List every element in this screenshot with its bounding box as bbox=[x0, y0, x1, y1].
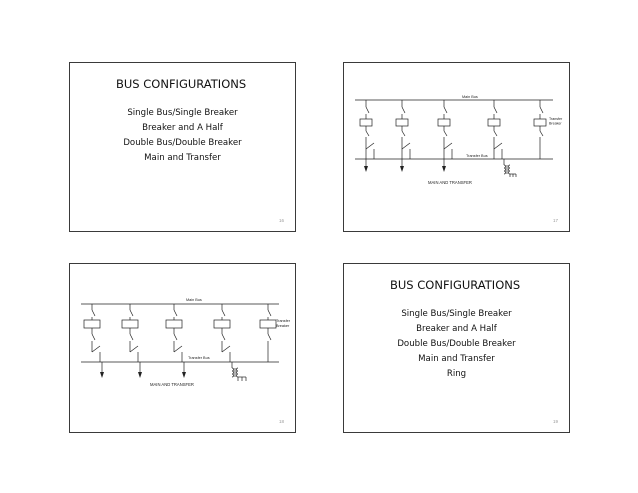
transfer-breaker-label: Transfer bbox=[276, 319, 290, 323]
transfer-breaker-label: Transfer bbox=[549, 117, 563, 121]
main-bus-label: Main Bus bbox=[186, 298, 202, 302]
arrow-3 bbox=[442, 166, 446, 172]
page-number: 19 bbox=[552, 419, 558, 424]
main-bus-label: Main Bus bbox=[462, 95, 478, 99]
list-item: Main and Transfer bbox=[144, 153, 221, 163]
list-item: Single Bus/Single Breaker bbox=[127, 108, 238, 118]
slide-3 bbox=[69, 263, 296, 433]
arrow-2 bbox=[400, 166, 404, 172]
arrows bbox=[364, 166, 446, 172]
feeder-2 bbox=[396, 100, 410, 166]
slide-1 bbox=[69, 62, 296, 232]
list-item: Ring bbox=[446, 369, 467, 379]
page-number: 16 bbox=[278, 218, 284, 223]
feeder-4 bbox=[214, 304, 246, 381]
list-item: Double Bus/Double Breaker bbox=[397, 339, 516, 349]
slide-title: BUS CONFIGURATIONS bbox=[116, 77, 247, 91]
feeder-3 bbox=[438, 100, 452, 166]
main-and-transfer-diagram bbox=[70, 264, 297, 434]
arrow-1 bbox=[364, 166, 368, 172]
arrow-3 bbox=[182, 372, 186, 378]
feeder-1 bbox=[360, 100, 374, 166]
slide-4 bbox=[343, 263, 570, 433]
arrows bbox=[100, 372, 186, 378]
slide-2 bbox=[343, 62, 570, 232]
transfer-bus-label: Transfer Bus bbox=[188, 356, 210, 360]
slide-title: BUS CONFIGURATIONS bbox=[390, 278, 521, 292]
bullet-list bbox=[70, 106, 295, 166]
transfer-breaker-label: Breaker bbox=[276, 324, 290, 328]
feeder-4 bbox=[488, 100, 516, 177]
bullet-list bbox=[344, 307, 569, 382]
arrow-2 bbox=[138, 372, 142, 378]
transfer-breaker bbox=[534, 100, 546, 159]
arrow-1 bbox=[100, 372, 104, 378]
list-item: Double Bus/Double Breaker bbox=[123, 138, 242, 148]
transfer-breaker-label: Breaker bbox=[549, 121, 562, 126]
list-item: Single Bus/Single Breaker bbox=[401, 309, 512, 319]
diagram-caption: MAIN AND TRANSFER bbox=[428, 180, 472, 185]
transfer-breaker bbox=[260, 304, 276, 362]
page-number: 18 bbox=[278, 419, 284, 424]
diagram-caption: MAIN AND TRANSFER bbox=[150, 382, 194, 387]
main-and-transfer-diagram bbox=[344, 63, 571, 233]
transfer-bus-label: Transfer Bus bbox=[466, 154, 488, 158]
list-item: Breaker and A Half bbox=[142, 123, 223, 133]
list-item: Main and Transfer bbox=[418, 354, 495, 364]
list-item: Breaker and A Half bbox=[416, 324, 497, 334]
page-number: 17 bbox=[552, 218, 558, 223]
